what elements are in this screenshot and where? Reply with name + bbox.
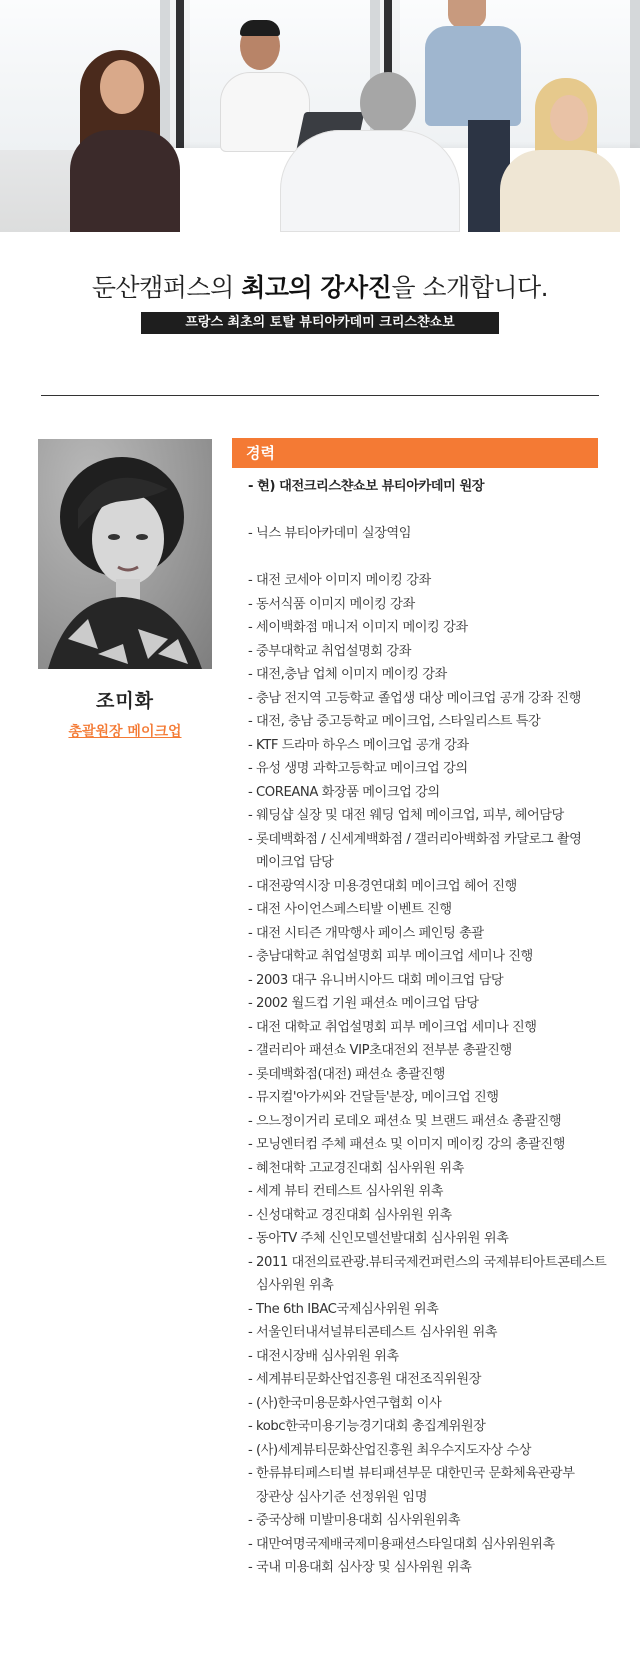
career-item (248, 1298, 636, 1322)
career-item-text: - 충남 전지역 고등학교 졸업생 대상 메이크업 공개 강좌 진행 (248, 690, 581, 706)
career-item-text: - The 6th IBAC국제심사위원 위촉 (248, 1301, 439, 1317)
career-item (248, 616, 636, 640)
career-item (248, 1392, 636, 1416)
career-list (248, 475, 636, 1580)
career-item (248, 569, 636, 593)
career-item-text: - 모닝엔터컴 주체 패션쇼 및 이미지 메이킹 강의 총괄진행 (248, 1137, 565, 1152)
career-item (248, 1180, 636, 1204)
person-face (100, 60, 144, 114)
career-item-text: - 중국상해 미발미용대회 심사위원위촉 (248, 1513, 461, 1528)
person-body (425, 26, 521, 126)
career-item-text: - 대전,충남 업체 이미지 메이킹 강좌 (248, 667, 447, 682)
career-item-text: - 대전 코세아 이미지 메이킹 강좌 (248, 573, 431, 588)
career-item-text: - (사)세계뷰티문화산업진흥원 최우수지도자상 수상 (248, 1442, 531, 1458)
career-item-text: - 대전 사이언스페스티발 이벤트 진행 (248, 902, 452, 917)
career-item (248, 1204, 636, 1228)
portrait-drawing (38, 439, 212, 669)
career-item (248, 828, 636, 875)
subtitle-bar: 프랑스 최초의 토탈 뷰티아카데미 크리스챤쇼보 (141, 312, 499, 334)
career-item-continuation: 메이크업 담당 (256, 855, 334, 870)
career-item-text: - 중부대학교 취업설명회 강좌 (248, 643, 412, 659)
hero-meeting-photo (0, 0, 640, 232)
instructor-role: 총괄원장 메이크업 (68, 724, 182, 740)
career-item-text: - (사)한국미용문화사연구협회 이사 (248, 1395, 442, 1411)
career-item-text: - 세계뷰티문화산업진흥원 대전조직위원장 (248, 1372, 481, 1387)
career-item-text: - 유성 생명 과학고등학교 메이크업 강의 (248, 761, 468, 776)
career-item-text: - 대전광역시장 미용경연대회 메이크업 헤어 진행 (248, 878, 517, 894)
person-hair (360, 72, 416, 134)
career-item-continuation: 심사위원 위촉 (256, 1278, 334, 1293)
person-face (550, 95, 588, 141)
career-item (248, 1509, 636, 1533)
career-item (248, 1345, 636, 1369)
career-item (248, 640, 636, 664)
career-item-text: - 닉스 뷰티아카데미 실장역임 (248, 526, 412, 541)
career-item-text: - 갤러리아 패션쇼 VIP초대전외 전부분 총괄진행 (248, 1043, 512, 1058)
career-item-text: - 대만여명국제배국제미용패션스타일대회 심사위원위촉 (248, 1536, 555, 1552)
career-item (248, 804, 636, 828)
career-item (248, 1039, 636, 1063)
career-item (248, 475, 636, 499)
career-item-text: - 서울인터내셔널뷰티콘테스트 심사위원 위촉 (248, 1325, 498, 1340)
career-item-text: - 세이백화점 매니저 이미지 메이킹 강좌 (248, 620, 468, 635)
career-item-text: - 충남대학교 취업설명회 피부 메이크업 세미나 진행 (248, 949, 533, 964)
career-item-text: - 웨딩샵 실장 및 대전 웨딩 업체 메이크업, 피부, 헤어담당 (248, 808, 564, 823)
career-item-text: - 대전시장배 심사위원 위촉 (248, 1348, 399, 1364)
career-item-text: - 2011 대전의료관광.뷰티국제컨퍼런스의 국제뷰티아트콘테스트 (248, 1254, 607, 1270)
career-item-text: - 동서식품 이미지 메이킹 강좌 (248, 596, 415, 612)
list-spacer (248, 499, 636, 523)
career-item (248, 734, 636, 758)
career-item (248, 757, 636, 781)
career-item (248, 710, 636, 734)
person-body (280, 130, 460, 232)
career-item-text: - 대전 대학교 취업설명회 피부 메이크업 세미나 진행 (248, 1019, 537, 1035)
career-item (248, 1157, 636, 1181)
career-item (248, 992, 636, 1016)
career-item-text: - 2003 대구 유니버시아드 대회 메이크업 담당 (248, 972, 504, 988)
career-item (248, 1462, 636, 1509)
page-title (0, 268, 640, 304)
career-item-text: - KTF 드라마 하우스 메이크업 공개 강좌 (248, 737, 469, 753)
title-suffix: 을 소개합니다. (391, 273, 549, 302)
career-item (248, 1016, 636, 1040)
list-spacer (248, 546, 636, 570)
career-heading: 경력 (232, 438, 598, 468)
career-item-text: - 국내 미용대회 심사장 및 심사위원 위촉 (248, 1560, 472, 1575)
career-item (248, 1086, 636, 1110)
career-item (248, 969, 636, 993)
divider (41, 395, 599, 396)
career-item-text: - 동아TV 주체 신인모델선발대회 심사위원 위촉 (248, 1231, 509, 1246)
career-item-text: - 으느정이거리 로데오 패션쇼 및 브랜드 패션쇼 총괄진행 (248, 1113, 562, 1129)
instructor-portrait-icon (38, 439, 212, 669)
career-item (248, 781, 636, 805)
title-prefix: 둔산캠퍼스의 (91, 273, 242, 302)
person-body (500, 150, 620, 232)
person-body (70, 130, 180, 232)
person-body (220, 72, 310, 152)
career-item (248, 593, 636, 617)
career-item (248, 945, 636, 969)
career-item (248, 922, 636, 946)
career-item-text: - 대전, 충남 중고등학교 메이크업, 스타일리스트 특강 (248, 714, 541, 729)
career-item-text: - 2002 월드컵 기원 패션쇼 메이크업 담당 (248, 996, 479, 1011)
career-item (248, 1439, 636, 1463)
title-bold: 최고의 강사진 (241, 273, 392, 302)
career-item-text: - 한류뷰티페스티벌 뷰티패션부문 대한민국 문화체육관광부 (248, 1466, 575, 1481)
career-item-text: - 뮤지컬'아가씨와 건달들'분장, 메이크업 진행 (248, 1090, 499, 1105)
career-item-text: - 신성대학교 경진대회 심사위원 위촉 (248, 1207, 452, 1223)
person-hair (240, 20, 280, 36)
career-item-text: - 대전 시티즌 개막행사 페이스 페인팅 총괄 (248, 925, 484, 941)
career-item (248, 1368, 636, 1392)
career-item (248, 1321, 636, 1345)
career-item (248, 663, 636, 687)
career-item-text: - COREANA 화장품 메이크업 강의 (248, 784, 440, 800)
career-item (248, 1251, 636, 1298)
career-item-text: - 세계 뷰티 컨테스트 심사위원 위촉 (248, 1184, 444, 1199)
career-item (248, 522, 636, 546)
career-item (248, 1227, 636, 1251)
career-item (248, 898, 636, 922)
career-item (248, 1133, 636, 1157)
career-item-text: - 현) 대전크리스챤쇼보 뷰티아카데미 원장 (248, 479, 485, 494)
career-item-text: - 롯데백화점(대전) 패션쇼 총괄진행 (248, 1066, 445, 1082)
career-item (248, 1415, 636, 1439)
career-item-text: - kobc한국미용기능경기대회 총집계위원장 (248, 1419, 486, 1434)
career-item (248, 1533, 636, 1557)
career-item (248, 1063, 636, 1087)
career-item-text: - 혜천대학 고교경진대회 심사위원 위촉 (248, 1160, 464, 1176)
career-item (248, 1110, 636, 1134)
career-item-continuation: 장관상 심사기준 선정위원 임명 (256, 1489, 427, 1505)
career-item-text: - 롯데백화점 / 신세계백화점 / 갤러리아백화점 카달로그 촬영 (248, 831, 582, 847)
career-item (248, 1556, 636, 1580)
career-item (248, 687, 636, 711)
career-item (248, 875, 636, 899)
instructor-name: 조미화 (95, 690, 155, 712)
